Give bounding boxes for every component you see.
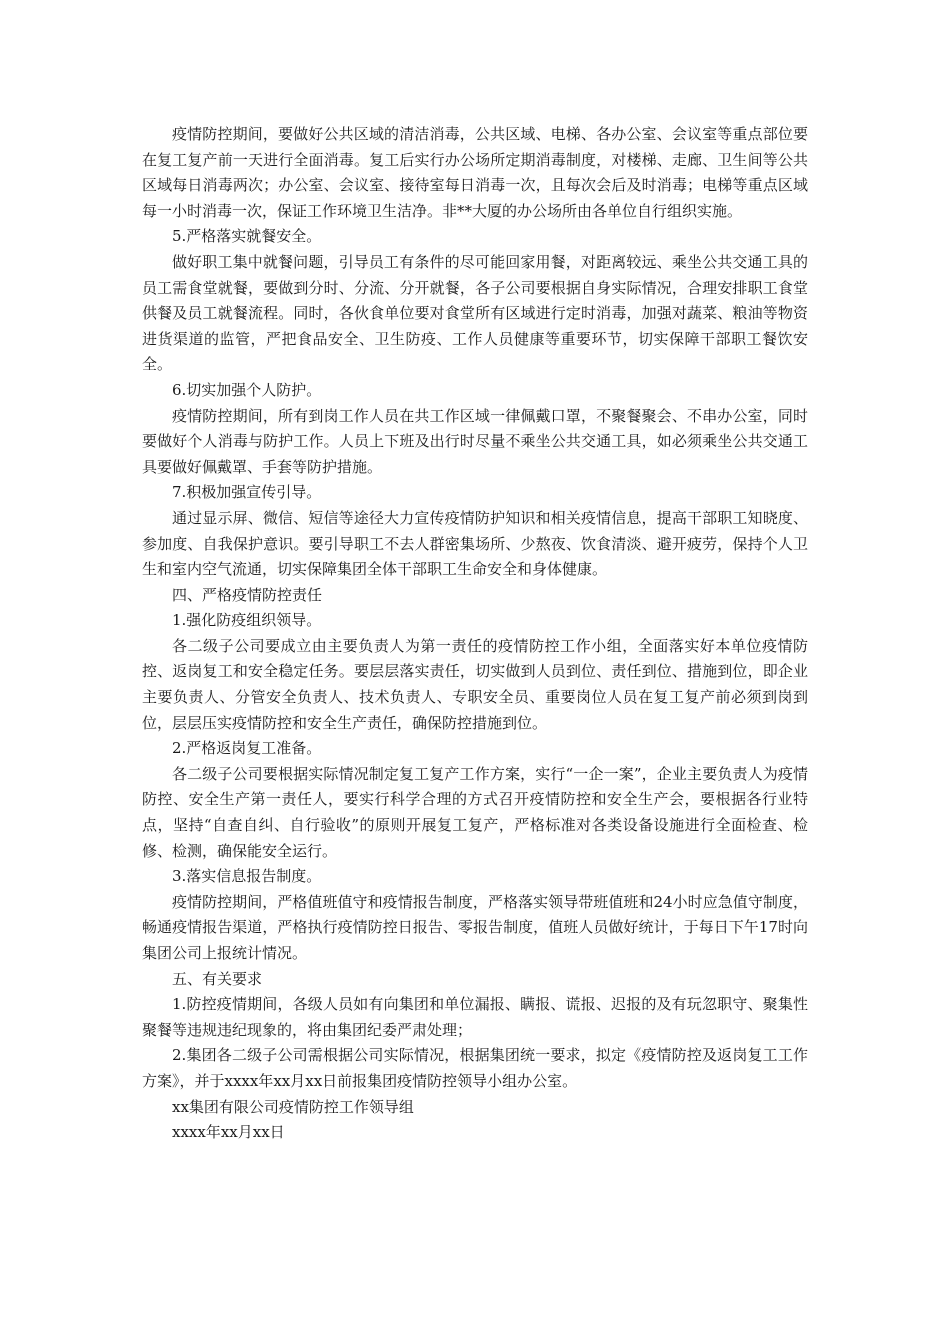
signature-organization: xx集团有限公司疫情防控工作领导组 bbox=[172, 1097, 414, 1116]
heading-return-preparation: 2.严格返岗复工准备。 bbox=[172, 739, 322, 758]
paragraph-publicity: 通过显示屏、微信、短信等途径大力宣传疫情防护知识和相关疫情信息，提高干部职工知晓度、参加度、自我保护意识。要引导职工不去人群密集场所、少熬夜、饮食清淡、避开疲劳，保持个人卫生和室内空气流通，切实保障集团全体干部职工生命安全和身体健康。 bbox=[142, 508, 808, 579]
heading-publicity: 7.积极加强宣传引导。 bbox=[172, 483, 322, 502]
section-heading-requirements: 五、有关要求 bbox=[172, 969, 263, 988]
paragraph-organization: 各二级子公司要成立由主要负责人为第一责任的疫情防控工作小组，全面落实好本单位疫情防控、返岗复工和安全稳定任务。要层层落实责任，切实做到人员到位、责任到位、措施到位，即企业主要负责人、分管安全负责人、技术负责人、专职安全员、重要岗位人员在复工复产前必须到岗到位，层层压实疫情防控和安全生产责任，确保防控措施到位。 bbox=[142, 636, 808, 732]
heading-organization: 1.强化防疫组织领导。 bbox=[172, 611, 322, 630]
requirement-item-2: 2.集团各二级子公司需根据公司实际情况，根据集团统一要求，拟定《疫情防控及返岗复工工作方案》，并于xxxx年xx月xx日前报集团疫情防控领导小组办公室。 bbox=[142, 1046, 808, 1090]
signature-date: xxxx年xx月xx日 bbox=[172, 1123, 285, 1142]
paragraph-protection: 疫情防控期间，所有到岗工作人员在共工作区域一律佩戴口罩，不聚餐聚会、不串办公室，同时要做好个人消毒与防护工作。人员上下班及出行时尽量不乘坐公共交通工具，如必须乘坐公共交通工具要做好佩戴罩、手套等防护措施。 bbox=[142, 406, 808, 476]
heading-personal-protection: 6.切实加强个人防护。 bbox=[172, 380, 322, 399]
section-heading-responsibility: 四、严格疫情防控责任 bbox=[172, 585, 323, 604]
paragraph-dining: 做好职工集中就餐问题，引导员工有条件的尽可能回家用餐，对距离较远、乘坐公共交通工具的员工需食堂就餐，要做到分时、分流、分开就餐，各子公司要根据自身实际情况，合理安排职工食堂供餐及员工就餐流程。同时，各伙食单位要对食堂所有区域进行定时消毒，加强对蔬菜、粮油等物资进货渠道的监管，严把食品安全、卫生防疫、工作人员健康等重要环节，切实保障干部职工餐饮安全。 bbox=[142, 252, 808, 374]
paragraph-disinfection: 疫情防控期间，要做好公共区域的清洁消毒，公共区域、电梯、各办公室、会议室等重点部位要在复工复产前一天进行全面消毒。复工后实行办公场所定期消毒制度，对楼梯、走廊、卫生间等公共区域每日消毒两次；办公室、会议室、接待室每日消毒一次，且每次会后及时消毒；电梯等重点区域每一小时消毒一次，保证工作环境卫生洁净。非**大厦的办公场所由各单位自行组织实施。 bbox=[142, 125, 808, 220]
paragraph-return-preparation: 各二级子公司要根据实际情况制定复工复产工作方案，实行“一企一案”，企业主要负责人为疫情防控、安全生产第一责任人，要实行科学合理的方式召开疫情防控和安全生产会，要根据各行业特点，坚持“自查自纠、自行验收”的原则开展复工复产，严格标准对各类设备设施进行全面检查、检修、检测，确保能安全运行。 bbox=[142, 764, 808, 860]
heading-reporting: 3.落实信息报告制度。 bbox=[172, 867, 322, 886]
requirement-item-1: 1.防控疫情期间，各级人员如有向集团和单位漏报、瞒报、谎报、迟报的及有玩忽职守、聚集性聚餐等违规违纪现象的，将由集团纪委严肃处理； bbox=[142, 995, 808, 1039]
heading-dining-safety: 5.严格落实就餐安全。 bbox=[172, 227, 322, 246]
paragraph-reporting: 疫情防控期间，严格值班值守和疫情报告制度，严格落实领导带班值班和24小时应急值守制度，畅通疫情报告渠道，严格执行疫情防控日报告、零报告制度，值班人员做好统计，于每日下午17时向集团公司上报统计情况。 bbox=[142, 892, 808, 962]
document-body bbox=[142, 122, 808, 1146]
